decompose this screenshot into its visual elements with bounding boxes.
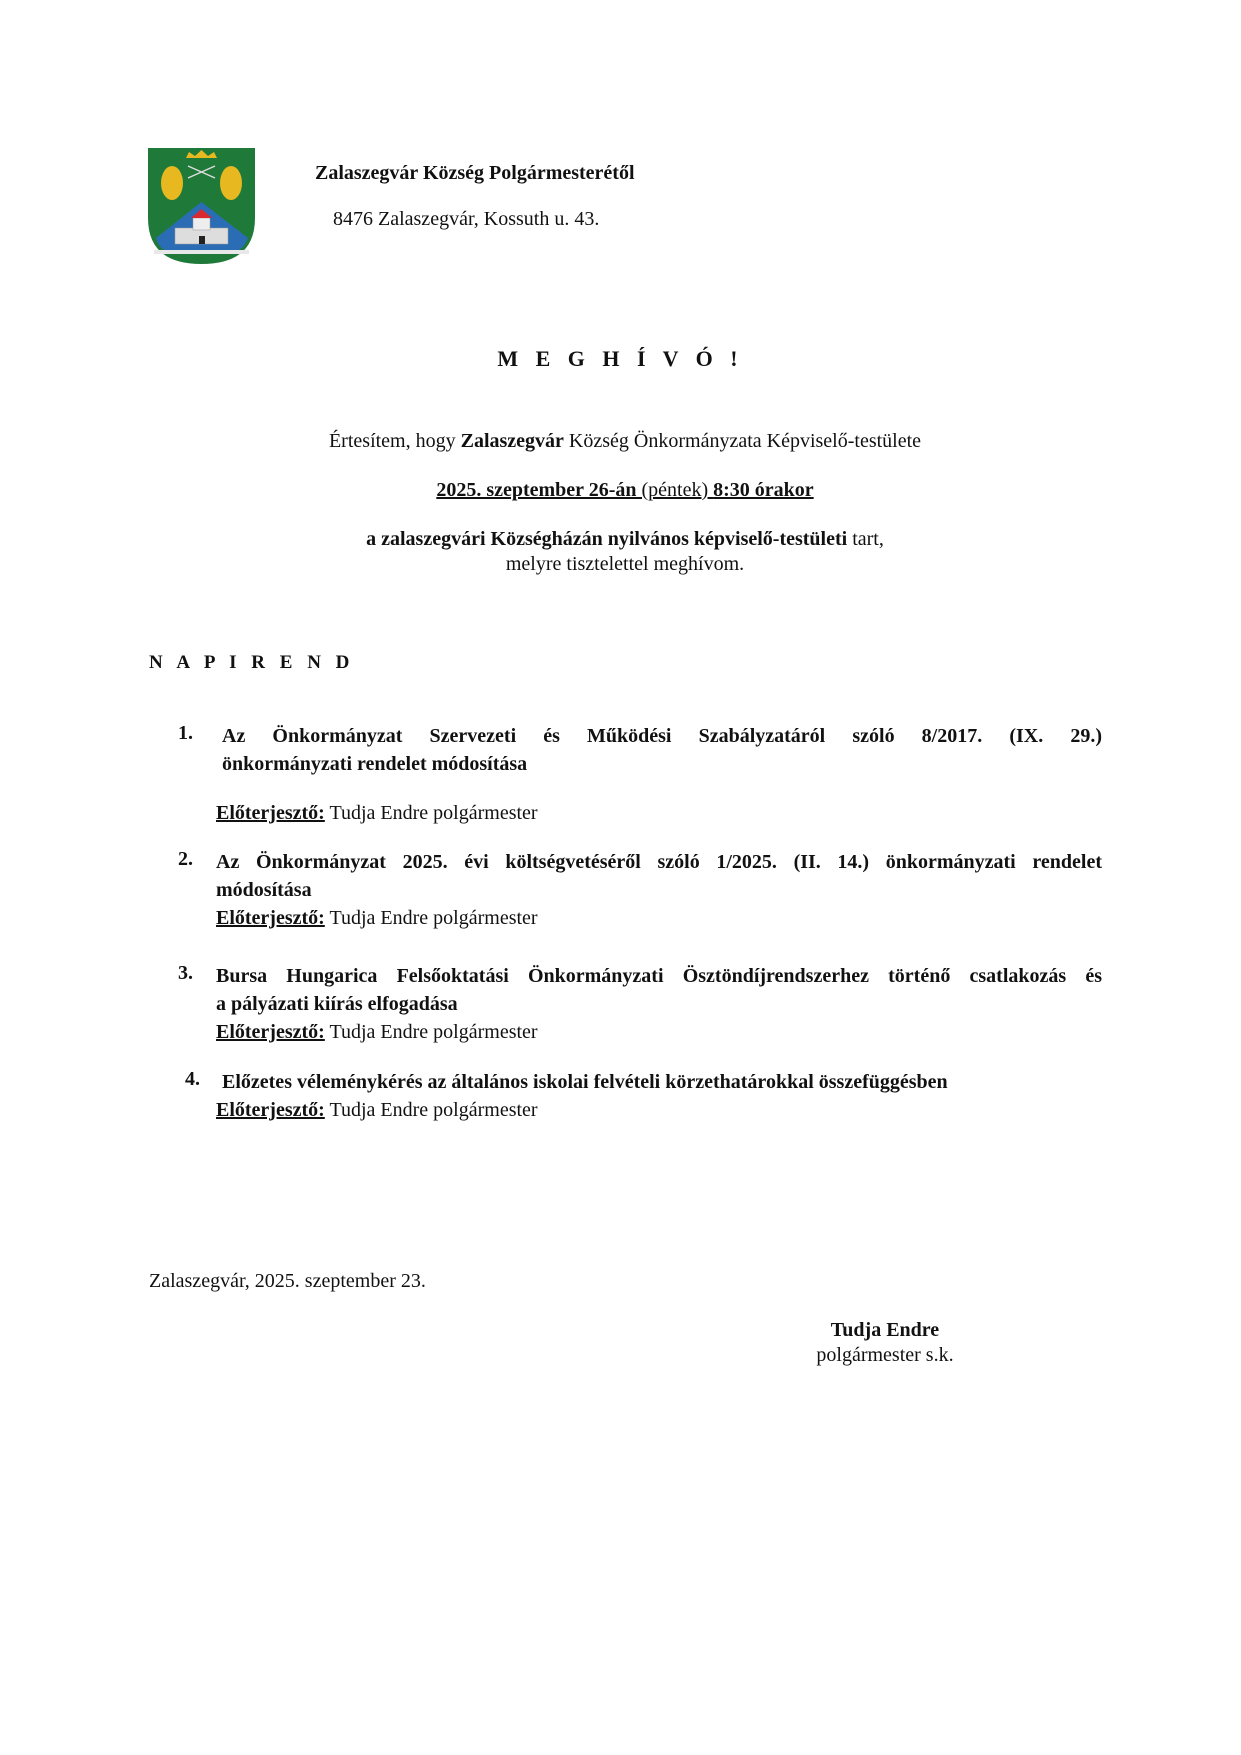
meeting-place: a zalaszegvári Községházán nyilvános képviselő-testületi (366, 528, 848, 550)
meeting-place-line (200, 528, 1050, 551)
meeting-date-line (200, 479, 1050, 502)
agenda-item-line: Az Önkormányzat Szervezeti és Működési Szabályzatáról szóló 8/2017. (IX. 29.) (222, 725, 1102, 747)
invitation-line: melyre tisztelettel meghívom. (505, 553, 745, 575)
presenter-name: Tudja Endre polgármester (324, 1021, 538, 1043)
presenter-name: Tudja Endre polgármester (324, 802, 538, 824)
agenda-item-title: Előzetes véleménykérés az általános iskolai felvételi körzethatárokkal összefüggésben (222, 1071, 948, 1093)
presenter-label: Előterjesztő: (216, 802, 325, 824)
presenter-label: Előterjesztő: (216, 1021, 325, 1043)
agenda-item-presenter (216, 904, 538, 932)
place-and-date: Zalaszegvár, 2025. szeptember 23. (149, 1270, 426, 1292)
agenda-item-line: önkormányzati rendelet módosítása (222, 753, 528, 775)
meeting-time: 8:30 órakor (713, 479, 814, 501)
intro-text: tart, (847, 528, 884, 550)
agenda-item-line: Bursa Hungarica Felsőoktatási Önkormányzati Ösztöndíjrendszerhez történő csatlakozás és (216, 965, 1102, 987)
presenter-name: Tudja Endre polgármester (324, 907, 538, 929)
agenda-heading: N A P I R E N D (149, 652, 355, 673)
issuer-address: 8476 Zalaszegvár, Kossuth u. 43. (333, 208, 600, 230)
agenda-item-line: módosítása (216, 879, 312, 901)
coat-of-arms-logo (148, 148, 255, 264)
agenda-item-number: 2. (178, 848, 193, 870)
agenda-item-title (216, 848, 1102, 904)
signer-name: Tudja Endre (830, 1319, 940, 1341)
agenda-item-presenter (216, 799, 538, 827)
agenda-item-number: 1. (178, 722, 193, 744)
document-title: M E G H Í V Ó ! (497, 346, 744, 371)
municipality-name: Zalaszegvár (460, 430, 564, 452)
presenter-label: Előterjesztő: (216, 907, 325, 929)
agenda-item-line: Az Önkormányzat 2025. évi költségvetéséről szóló 1/2025. (II. 14.) önkormányzati rendelet (216, 851, 1102, 873)
intro-text: Község Önkormányzata Képviselő-testülete (563, 430, 922, 452)
agenda-item-number: 4. (185, 1068, 200, 1090)
agenda-item-presenter (216, 1096, 538, 1124)
agenda-item-presenter (216, 1018, 538, 1046)
agenda-item-title (216, 962, 1102, 1018)
meeting-day: (péntek) (636, 479, 714, 501)
intro-line (200, 430, 1050, 453)
intro-text: Értesítem, hogy (328, 430, 461, 452)
signer-title: polgármester s.k. (816, 1344, 954, 1366)
presenter-name: Tudja Endre polgármester (324, 1099, 538, 1121)
issuer-title: Zalaszegvár Község Polgármesterétől (315, 162, 635, 184)
meeting-date: 2025. szeptember 26-án (436, 479, 637, 501)
agenda-item-number: 3. (178, 962, 193, 984)
agenda-item-title (222, 722, 1102, 778)
presenter-label: Előterjesztő: (216, 1099, 325, 1121)
agenda-item-line: a pályázati kiírás elfogadása (216, 993, 458, 1015)
